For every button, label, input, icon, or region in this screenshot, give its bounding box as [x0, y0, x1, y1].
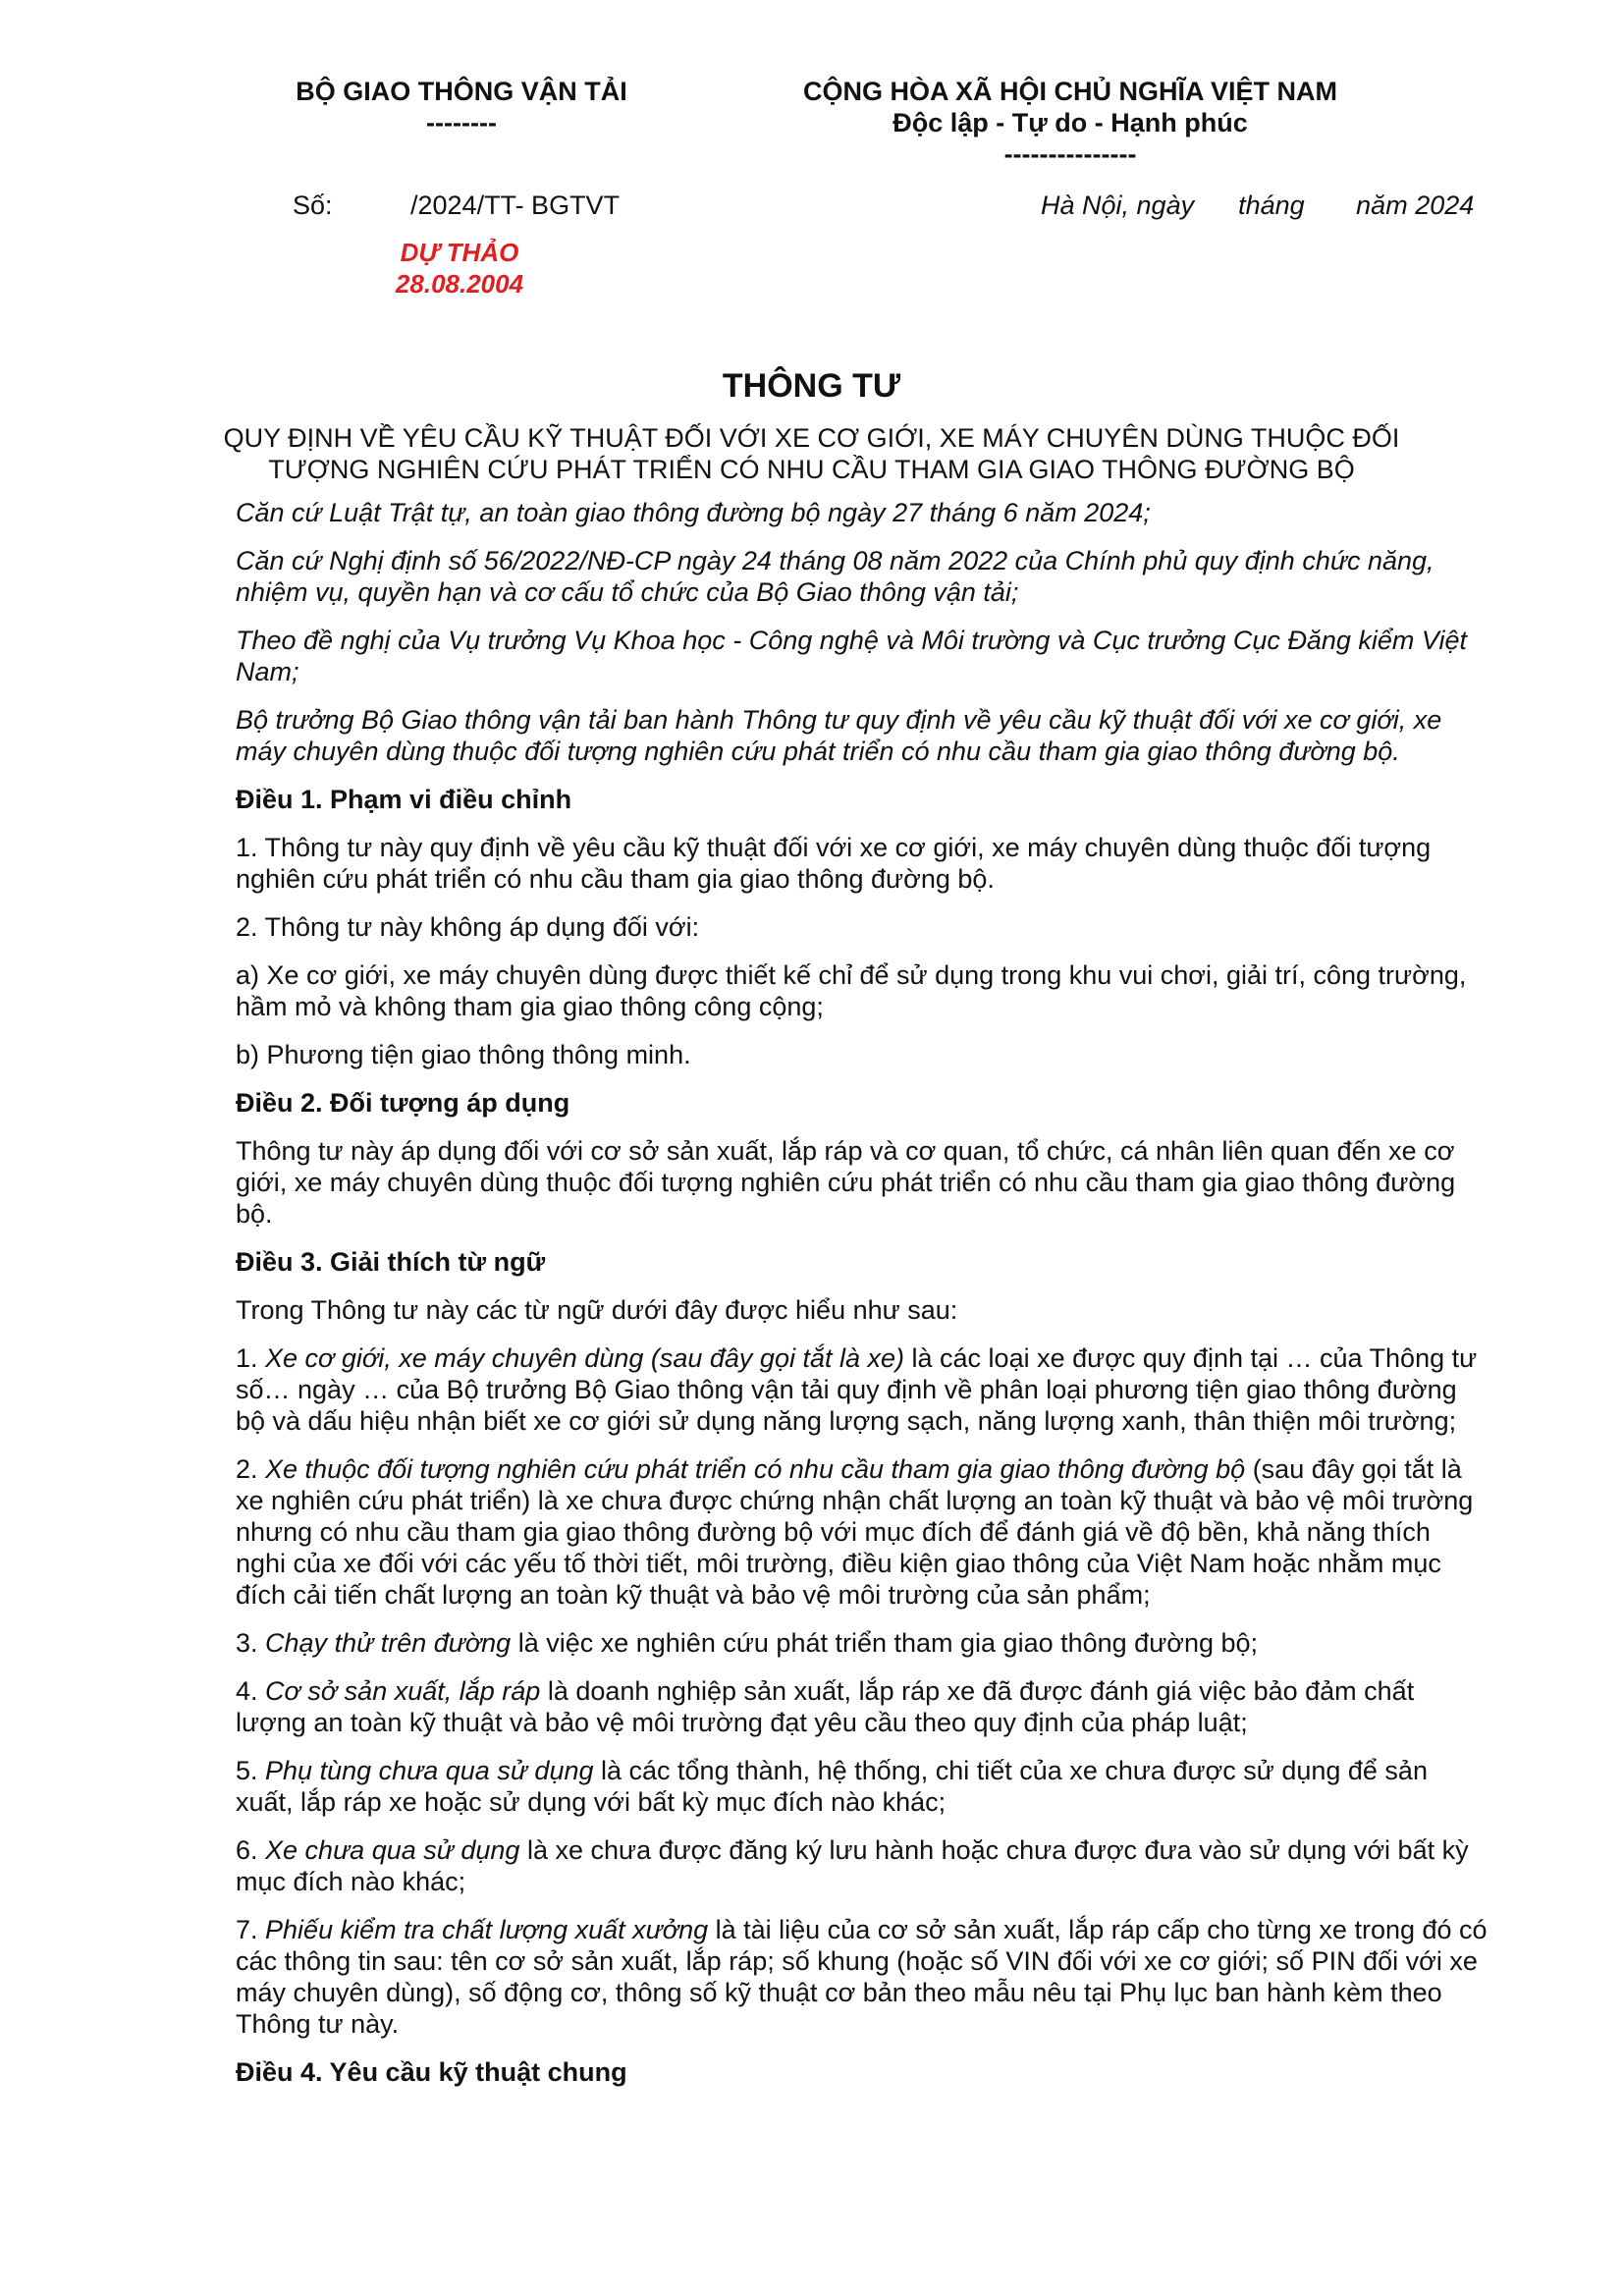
definition-term: Phiếu kiểm tra chất lượng xuất xưởng	[265, 1915, 709, 1944]
definition-text: là việc xe nghiên cứu phát triển tham gia giao thông đường bộ;	[511, 1628, 1259, 1658]
definition-term: Xe cơ giới, xe máy chuyên dùng (sau đây gọi tắt là xe)	[265, 1343, 905, 1373]
definition-text: là xe chưa được đăng ký lưu hành hoặc chưa được đưa vào sử dụng với bất kỳ mục đích nào khác;	[236, 1835, 1469, 1896]
definition-text: là các tổng thành, hệ thống, chi tiết của xe chưa được sử dụng để sản xuất, lắp ráp xe hoặc sử dụng với bất kỳ mục đích nào khác;	[236, 1756, 1428, 1817]
article-3-heading: Điều 3. Giải thích từ ngữ	[236, 1247, 546, 1277]
definition-text: là tài liệu của cơ sở sản xuất, lắp ráp cấp cho từng xe trong đó có các thông tin sau: tên cơ sở sản xuất, lắp ráp; số khung (hoặc số VIN đối với xe cơ giới; số PIN đối với xe máy chuyên dùng), số động cơ, thông số kỹ thuật cơ bản theo mẫu nêu tại Phụ lục ban hành kèm theo Thông tư này.	[236, 1915, 1488, 2039]
definition-item	[236, 1834, 1488, 1897]
article-1-heading: Điều 1. Phạm vi điều chỉnh	[236, 785, 572, 814]
draft-label: DỰ THẢO	[400, 238, 519, 267]
definition-term: Cơ sở sản xuất, lắp ráp	[265, 1676, 541, 1706]
definition-text: là các loại xe được quy định tại … của Thông tư số… ngày … của Bộ trưởng Bộ Giao thông vận tải quy định về phân loại phương tiện giao thông đường bộ và dấu hiệu nhận biết xe cơ giới sử dụng năng lượng sạch, năng lượng xanh, thân thiện môi trường;	[236, 1343, 1478, 1436]
draft-date: 28.08.2004	[395, 269, 524, 299]
definition-number: 1.	[236, 1343, 266, 1373]
definition-item	[236, 1675, 1488, 1738]
document-title: THÔNG TƯ	[722, 367, 901, 405]
definition-item	[236, 1342, 1488, 1437]
document-subtitle-line-2: TƯỢNG NGHIÊN CỨU PHÁT TRIỂN CÓ NHU CẦU THAM GIA GIAO THÔNG ĐƯỜNG BỘ	[268, 455, 1355, 484]
article-2-heading: Điều 2. Đối tượng áp dụng	[236, 1088, 570, 1118]
number-label: Số:	[293, 191, 333, 220]
definition-item	[236, 1755, 1488, 1818]
definition-item	[236, 1453, 1488, 1611]
document-number: /2024/TT- BGTVT	[410, 191, 621, 220]
definition-number: 5.	[236, 1756, 266, 1785]
article-1-paragraph: b) Phương tiện giao thông thông minh.	[236, 1040, 691, 1069]
national-motto: Độc lập - Tự do - Hạnh phúc	[893, 108, 1248, 137]
definition-item	[236, 1627, 1488, 1659]
republic-name: CỘNG HÒA XÃ HỘI CHỦ NGHĨA VIỆT NAM	[802, 77, 1337, 106]
preamble-3: Theo đề nghị của Vụ trưởng Vụ Khoa học - Công nghệ và Môi trường và Cục trưởng Cục Đăng kiểm Việt Nam;	[236, 626, 1467, 686]
definition-term: Phụ tùng chưa qua sử dụng	[265, 1756, 594, 1785]
definition-number: 3.	[236, 1628, 266, 1658]
preamble-1: Căn cứ Luật Trật tự, an toàn giao thông đường bộ ngày 27 tháng 6 năm 2024;	[236, 498, 1151, 527]
definition-text: (sau đây gọi tắt là xe nghiên cứu phát triển) là xe chưa được chứng nhận chất lượng an toàn kỹ thuật và bảo vệ môi trường nhưng có nhu cầu tham gia giao thông đường bộ với mục đích để đánh giá về độ bền, khả năng thích nghi của xe đối với các yếu tố thời tiết, môi trường, điều kiện giao thông của Việt Nam hoặc nhằm mục đích cải tiến chất lượng an toàn kỹ thuật và bảo vệ môi trường của sản phẩm;	[236, 1454, 1474, 1610]
article-2-paragraph: Thông tư này áp dụng đối với cơ sở sản xuất, lắp ráp và cơ quan, tổ chức, cá nhân liên quan đến xe cơ giới, xe máy chuyên dùng thuộc đối tượng nghiên cứu phát triển có nhu cầu tham gia giao thông đường bộ.	[236, 1136, 1456, 1229]
document-subtitle-line-1: QUY ĐỊNH VỀ YÊU CẦU KỸ THUẬT ĐỐI VỚI XE CƠ GIỚI, XE MÁY CHUYÊN DÙNG THUỘC ĐỐI	[223, 423, 1400, 453]
preamble-2: Căn cứ Nghị định số 56/2022/NĐ-CP ngày 24 tháng 08 năm 2022 của Chính phủ quy định chức năng, nhiệm vụ, quyền hạn và cơ cấu tổ chức của Bộ Giao thông vận tải;	[236, 546, 1434, 607]
article-1-paragraph: 2. Thông tư này không áp dụng đối với:	[236, 912, 700, 942]
article-4-heading: Điều 4. Yêu cầu kỹ thuật chung	[236, 2057, 627, 2087]
document-body	[236, 497, 1488, 2105]
definition-number: 7.	[236, 1915, 266, 1944]
preamble-4: Bộ trưởng Bộ Giao thông vận tải ban hành Thông tư quy định về yêu cầu kỹ thuật đối với xe cơ giới, xe máy chuyên dùng thuộc đối tượng nghiên cứu phát triển có nhu cầu tham gia giao thông đường bộ.	[236, 705, 1442, 766]
definition-term: Xe chưa qua sử dụng	[265, 1835, 520, 1865]
ministry-rule: --------	[426, 108, 497, 137]
definition-number: 2.	[236, 1454, 266, 1484]
definition-item	[236, 1914, 1488, 2040]
definition-number: 6.	[236, 1835, 266, 1865]
ministry-name: BỘ GIAO THÔNG VẬN TẢI	[296, 77, 627, 106]
motto-rule: ---------------	[1003, 139, 1137, 169]
place-date: Hà Nội, ngày tháng năm 2024	[1041, 191, 1475, 220]
definition-number: 4.	[236, 1676, 266, 1706]
article-1-paragraph: a) Xe cơ giới, xe máy chuyên dùng được thiết kế chỉ để sử dụng trong khu vui chơi, giải trí, công trường, hầm mỏ và không tham gia giao thông công cộng;	[236, 960, 1467, 1021]
article-3-intro: Trong Thông tư này các từ ngữ dưới đây được hiểu như sau:	[236, 1295, 958, 1325]
definition-term: Chạy thử trên đường	[265, 1628, 512, 1658]
article-1-paragraph: 1. Thông tư này quy định về yêu cầu kỹ thuật đối với xe cơ giới, xe máy chuyên dùng thuộc đối tượng nghiên cứu phát triển có nhu cầu tham gia giao thông đường bộ.	[236, 833, 1432, 894]
definition-text: là doanh nghiệp sản xuất, lắp ráp xe đã được đánh giá việc bảo đảm chất lượng an toàn kỹ thuật và bảo vệ môi trường đạt yêu cầu theo quy định của pháp luật;	[236, 1676, 1415, 1737]
definition-term: Xe thuộc đối tượng nghiên cứu phát triển có nhu cầu tham gia giao thông đường bộ	[265, 1454, 1246, 1484]
